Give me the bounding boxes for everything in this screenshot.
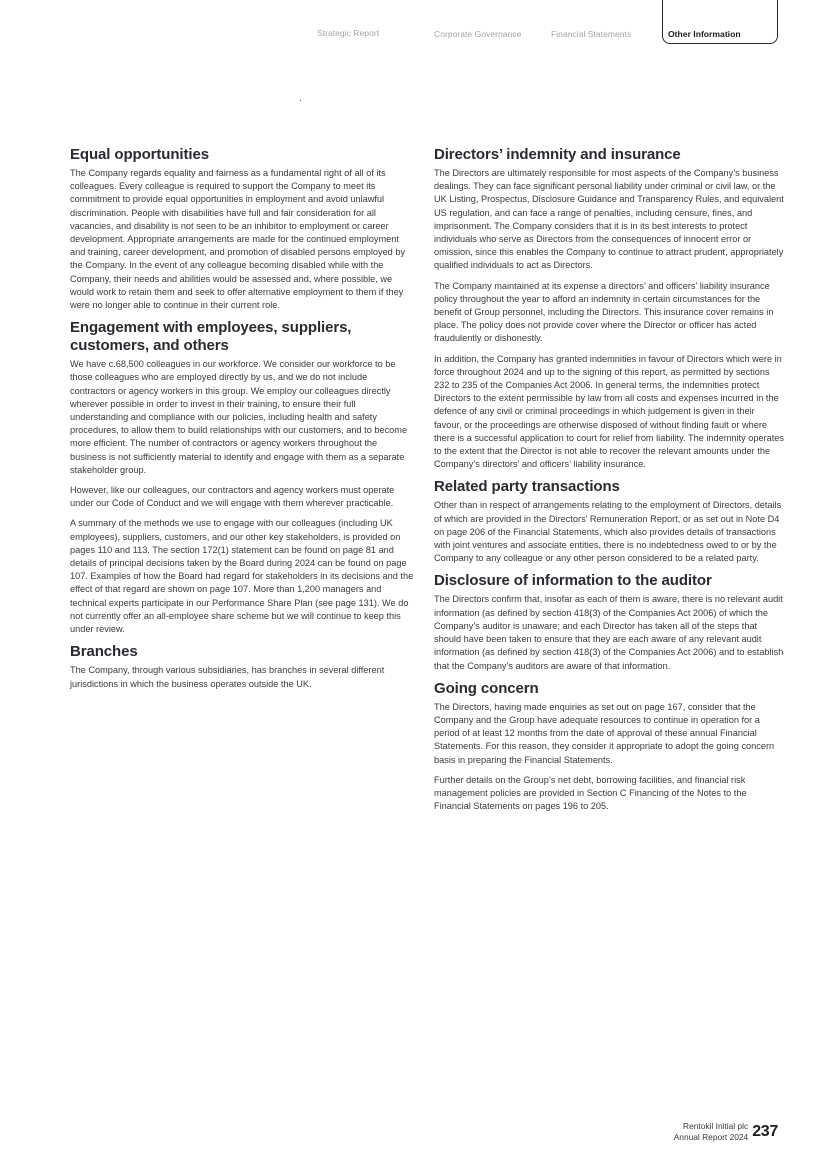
- section-heading: Equal opportunities: [70, 146, 209, 163]
- section-navigation: [0, 0, 825, 46]
- footer-report: Annual Report 2024: [673, 1131, 749, 1142]
- paragraph: The Directors are ultimately responsible for most aspects of the Company’s business dealings. They can face significant personal liability under criminal or civil law, or the UK Listing, Prospectus, Disclosure Guidance and Transparency Rules, and equivalent US regulation, and can face a range of penalties, including censure, fines, and imprisonment. The Company considers that it is in its best interests to protect individuals who serve as Directors from the consequences of innocent error or omission, since this enables the Company to continue to attract prudent, appropriately qualified individuals to act as Directors.: [434, 168, 784, 271]
- paragraph: However, like our colleagues, our contractors and agency workers must operate under our Code of Conduct and we will engage with them wherever practicable.: [70, 485, 395, 509]
- left-column: [70, 146, 415, 698]
- nav-tab-strategic-report[interactable]: Strategic Report: [317, 28, 380, 38]
- section-engagement: [70, 319, 415, 636]
- paragraph: The Directors, having made enquiries as set out on page 167, consider that the Company and the Group have adequate resources to continue in operation for a period of at least 12 months from the date of approval of these annual Financial Statements. For this reason, they consider it appropriate to adopt the going concern basis in preparing the Financial Statements.: [434, 701, 775, 765]
- paragraph: A summary of the methods we use to engage with our colleagues (including UK employees), suppliers, customers, and our other key stakeholders, is provided on pages 110 and 113. The section 172(1) statement can be found on page 81 and details of principal decisions taken by the Board during 2024 can be found on page 107. Examples of how the Board had regard for stakeholders in its decisions and the effect of that regard are shown on page 107. More than 1,200 managers and technical experts participate in our Performance Share Plan (see page 131). We do not currently offer an all-employee share scheme but we will continue to keep this under review.: [70, 518, 414, 635]
- paragraph: Further details on the Group’s net debt, borrowing facilities, and financial risk management policies are provided in Section C Financing of the Notes to the Financial Statements on pages 196 to 205.: [434, 774, 747, 812]
- section-heading: Going concern: [434, 679, 539, 697]
- nav-tab-corporate-governance[interactable]: Corporate Governance: [434, 29, 522, 39]
- section-heading: Branches: [70, 643, 138, 661]
- paragraph: The Company maintained at its expense a directors’ and officers’ liability insurance policy throughout the year to afford an indemnity in certain circumstances for the benefit of Group personnel, including the Directors. This insurance cover remains in place. The policy does not provide cover where the Director or officer has acted fraudulently or dishonestly.: [434, 280, 774, 344]
- paragraph: The Company regards equality and fairness as a fundamental right of all of its colleagues. Every colleague is required to support the Company to meet its commitment to provide equal opportunities in employment and avoid unlawful discrimination. People with disabilities have full and fair consideration for all vacancies, and disability is not seen to be an inhibitor to employment or career development. Appropriate arrangements are made for the continued employment and training, career development, and promotion of disabled persons employed by the Company. In the event of any colleague becoming disabled while with the Company, their needs and abilities would be assessed and, where possible, we would work to retain them and seek to offer alternative employment to them if they were no longer able to continue in their current role.: [70, 168, 406, 311]
- footer-report-info: [674, 1121, 749, 1142]
- stray-dot: [300, 100, 301, 101]
- nav-tab-financial-statements[interactable]: Financial Statements: [551, 29, 632, 39]
- page-number: 237: [752, 1122, 778, 1140]
- right-column: [434, 146, 784, 820]
- section-heading: Related party transactions: [434, 478, 620, 496]
- page-footer: [674, 1121, 778, 1142]
- footer-company: Rentokil Initial plc: [683, 1121, 749, 1131]
- section-equal-opportunities: [70, 146, 415, 312]
- section-branches: [70, 643, 415, 690]
- paragraph: Other than in respect of arrangements relating to the employment of Directors, details of which are provided in the Directors’ Remuneration Report, or as set out in Note D4 on page 206 of the Financial Statements, which also provides details of transactions with joint ventures and associate entities, there is no indebtedness owed to or by the Company to any colleague or any other person considered to be a related party.: [434, 500, 782, 564]
- nav-tab-other-information[interactable]: [662, 0, 778, 44]
- paragraph: In addition, the Company has granted indemnities in favour of Directors which were in force throughout 2024 and up to the signing of this report, as permitted by sections 232 to 235 of the Companies Act 2006. In general terms, the indemnities protect Directors to the extent permissible by law from all costs and expenses incurred in the defence of any civil or criminal proceedings in which judgement is given in their favour, or the proceedings are otherwise disposed of without finding fault or where there is a successful application to court for relief from liability. The indemnity operates to the extent that the Director is not able to recover the relevant amounts under the Company’s directors’ and officers’ liability insurance.: [434, 353, 784, 470]
- section-heading: Disclosure of information to the auditor: [434, 572, 712, 590]
- section-going-concern: [434, 680, 784, 814]
- section-related-party: [434, 478, 784, 565]
- section-heading: Directors’ indemnity and insurance: [434, 146, 681, 163]
- nav-tab-other-information-label: Other Information: [668, 29, 741, 39]
- section-directors-indemnity: [434, 146, 784, 471]
- section-heading: Engagement with employees, suppliers, customers, and others: [70, 319, 352, 355]
- paragraph: We have c.68,500 colleagues in our workforce. We consider our workforce to be those colleagues who are employed directly by us, and we do not include contractors or agency workers in this group. We employ our colleagues directly wherever possible in order to invest in their training, to ensure their full understanding and compliance with our policies, including health and safety procedures, to allow them to build relationships with our customers, and to become more efficient. The number of contractors or agency workers throughout the business is not sufficiently material to identify and engage with them as a separate stakeholder group.: [70, 359, 408, 475]
- paragraph: The Directors confirm that, insofar as each of them is aware, there is no relevant audit information (as defined by section 418(3) of the Companies Act 2006) of which the Company’s auditor is unaware; and each Director has taken all of the steps that should have been taken to ensure that they are each aware of any relevant audit information (as defined by section 418(3) of the Companies Act 2006) and to establish that the Company’s auditors are aware of that information.: [434, 594, 784, 671]
- section-auditor-disclosure: [434, 572, 784, 672]
- paragraph: The Company, through various subsidiaries, has branches in several different jurisdictions in which the business operates outside the UK.: [70, 665, 385, 689]
